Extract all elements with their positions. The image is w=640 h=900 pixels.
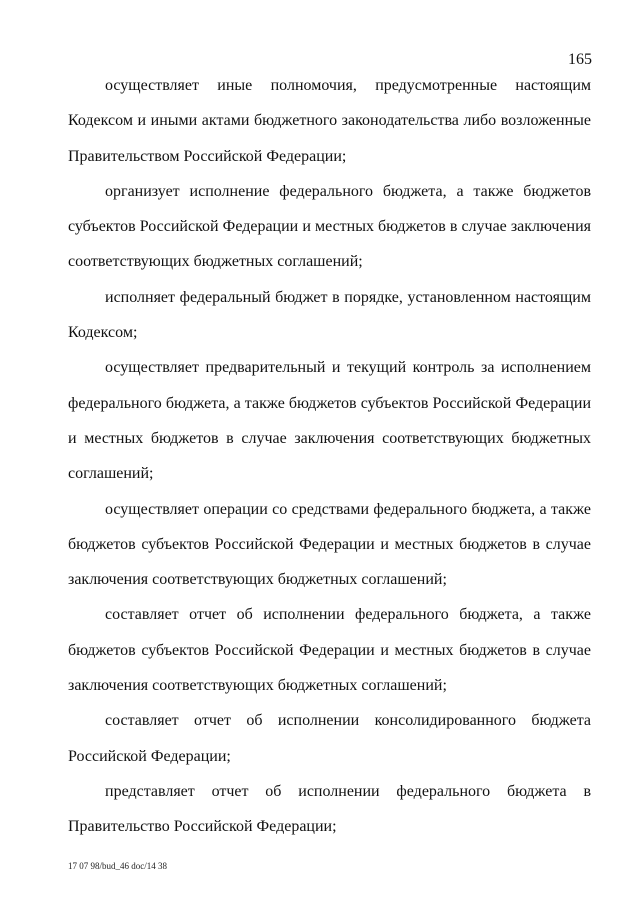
paragraph-8: представляет отчет об исполнении федерального бюджета в Правительство Российской Федерации; — [68, 782, 591, 836]
paragraph-6: составляет отчет об исполнении федерального бюджета, а также бюджетов субъектов Российской Федерации и местных бюджетов в случае заключения соответствующих бюджетных соглашений; — [68, 606, 591, 695]
paragraph-7: составляет отчет об исполнении консолидированного бюджета Российской Федерации; — [68, 712, 591, 765]
paragraph-5: осуществляет операции со средствами федерального бюджета, а также бюджетов субъектов Российской Федерации и местных бюджетов в случае заключения соответствующих бюджетных соглашений; — [68, 500, 591, 589]
paragraph-4: осуществляет предварительный и текущий контроль за исполнением федерального бюджета, а также бюджетов субъектов Российской Федерации и местных бюджетов в случае заключения соответствующих бюджетных соглашений; — [68, 359, 591, 483]
paragraph-3: исполняет федеральный бюджет в порядке, установленном настоящим Кодексом; — [68, 288, 591, 342]
page-number: 165 — [568, 51, 592, 68]
paragraph-1: осуществляет иные полномочия, предусмотренные настоящим Кодексом и иными актами бюджетного законодательства либо возложенные Правительством Российской Федерации; — [68, 77, 591, 165]
paragraph-2: организует исполнение федерального бюджета, а также бюджетов субъектов Российской Федерации и местных бюджетов в случае заключения соответствующих бюджетных соглашений; — [68, 182, 591, 271]
document-footer-code: 17 07 98/bud_46 doc/14 38 — [68, 861, 167, 871]
document-body — [68, 68, 591, 845]
